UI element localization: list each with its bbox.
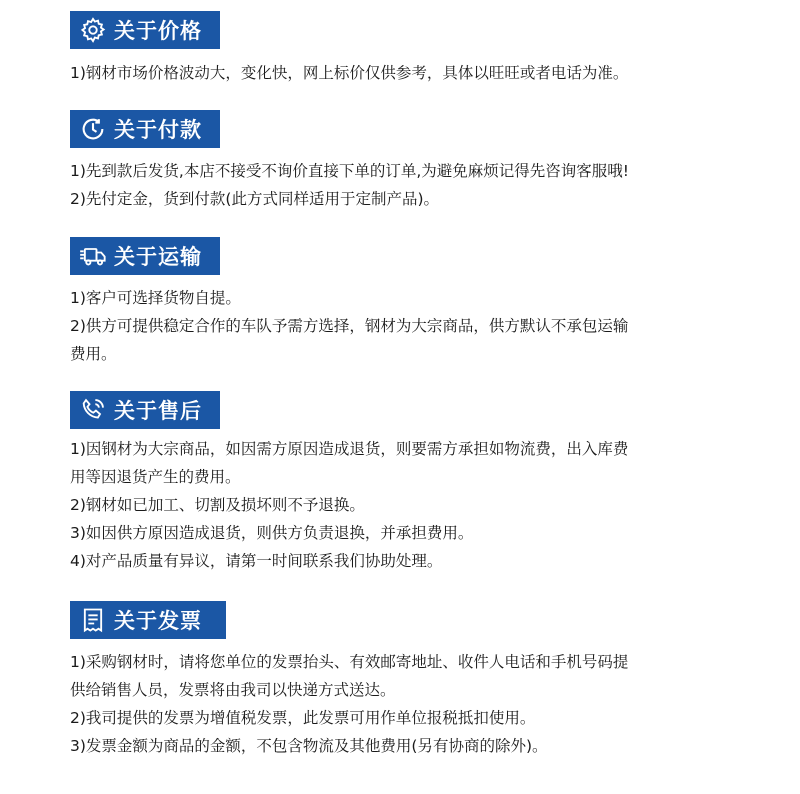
section-title: 关于运输 [114,245,202,269]
section-header-payment [70,110,220,148]
receipt-icon [78,605,108,635]
section-text-line: 2)我司提供的发票为增值税发票，此发票可用作单位报税抵扣使用。 [70,709,536,727]
section-text-line: 供给销售人员，发票将由我司以快递方式送达。 [70,681,396,699]
section-text-line: 4)对产品质量有异议，请第一时间联系我们协助处理。 [70,552,443,570]
section-text-line: 1)客户可选择货物自提。 [70,289,241,307]
section-text-line: 1)因钢材为大宗商品，如因需方原因造成退货，则要需方承担如物流费，出入库费 [70,440,629,458]
section-text-line: 1)先到款后发货,本店不接受不询价直接下单的订单,为避免麻烦记得先咨询客服哦! [70,162,629,180]
section-title: 关于付款 [114,118,202,142]
section-header-invoice [70,601,226,639]
section-text-line: 用等因退货产生的费用。 [70,468,241,486]
section-text-line: 费用。 [70,345,117,363]
section-text-line: 3)发票金额为商品的金额，不包含物流及其他费用(另有协商的除外)。 [70,737,548,755]
section-title: 关于价格 [114,19,202,43]
section-text-line: 3)如因供方原因造成退货，则供方负责退换，并承担费用。 [70,524,474,542]
phone-icon [78,395,108,425]
section-text-line: 2)供方可提供稳定合作的车队予需方选择，钢材为大宗商品，供方默认不承包运输 [70,317,629,335]
gear-icon [78,15,108,45]
section-text-line: 1)钢材市场价格波动大，变化快，网上标价仅供参考，具体以旺旺或者电话为准。 [70,64,629,82]
section-text-line: 2)钢材如已加工、切割及损坏则不予退换。 [70,496,365,514]
section-text-line: 2)先付定金，货到付款(此方式同样适用于定制产品)。 [70,190,440,208]
clock-icon [78,114,108,144]
section-header-price [70,11,220,49]
section-title: 关于发票 [114,609,202,633]
section-text-line: 1)采购钢材时，请将您单位的发票抬头、有效邮寄地址、收件人电话和手机号码提 [70,653,629,671]
section-header-shipping [70,237,220,275]
section-header-after-sales [70,391,220,429]
section-title: 关于售后 [114,399,202,423]
truck-icon [78,241,108,271]
